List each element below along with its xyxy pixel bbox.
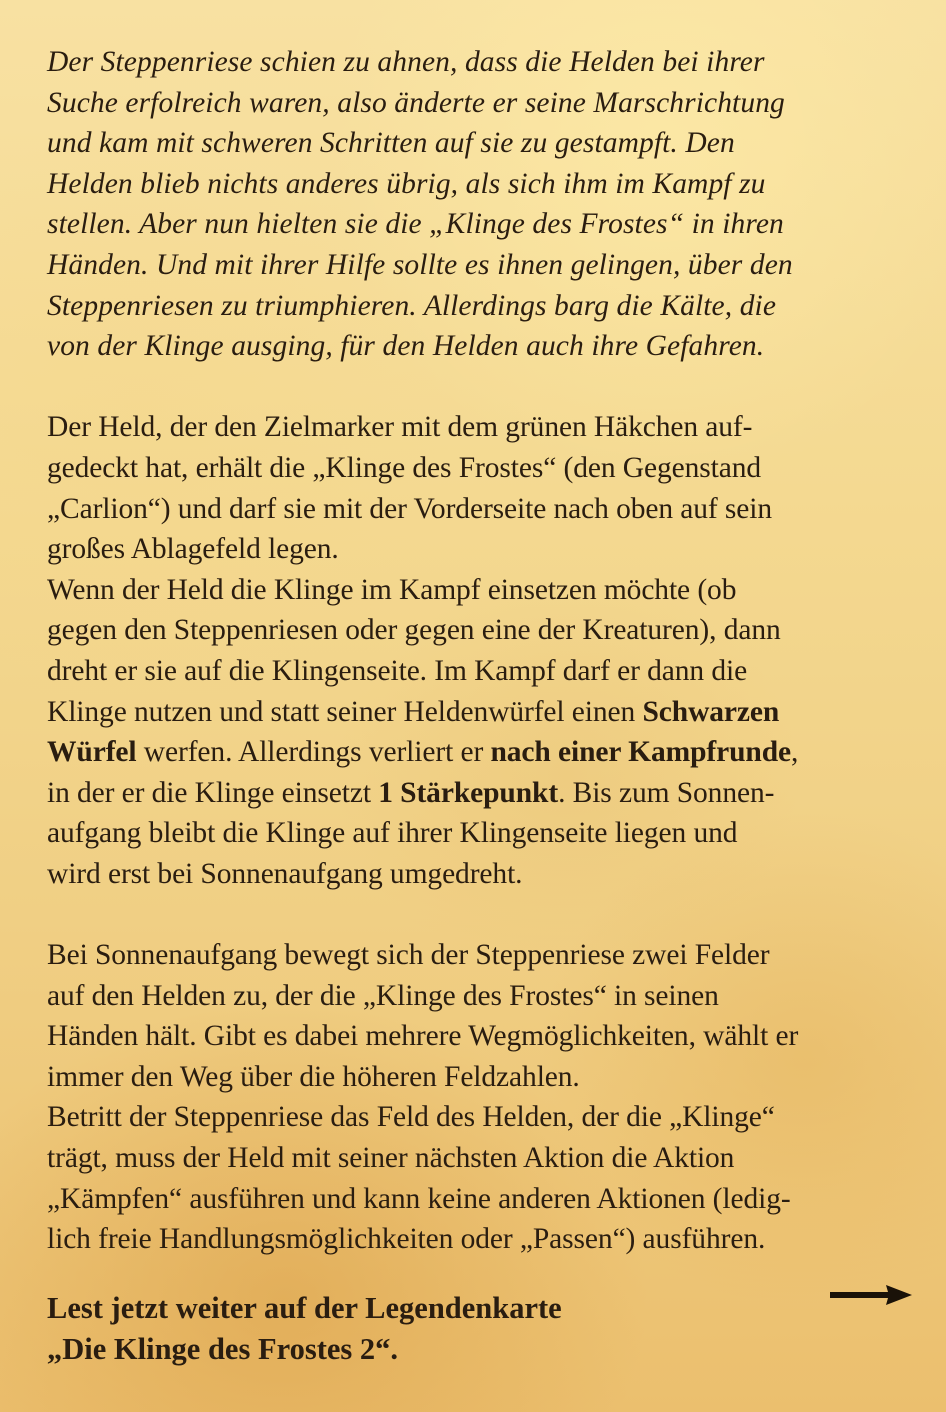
intro-line: stellen. Aber nun hielten sie die „Klinge des Frostes“ in ihren: [47, 208, 784, 241]
rules-line: [47, 732, 917, 773]
black-die-bold: Schwarzen: [642, 695, 780, 728]
right-arrow-icon: [828, 1281, 914, 1309]
intro-line: Helden blieb nichts anderes übrig, als sich ihm im Kampf zu: [47, 167, 766, 200]
cta-line: „Die Klinge des Frostes 2“.: [47, 1332, 399, 1366]
rules-line: Bei Sonnenaufgang bewegt sich der Steppenriese zwei Felder: [47, 939, 770, 972]
blade-rules: [47, 407, 917, 894]
rules-line: gedeckt hat, erhält die „Klinge des Frostes“ (den Gegenstand: [47, 451, 762, 484]
story-intro: [47, 42, 917, 367]
rules-line: [47, 692, 917, 733]
intro-line: Steppenriesen zu triumphieren. Allerdings barg die Kälte, die: [47, 289, 777, 322]
rules-line: aufgang bleibt die Klinge auf ihrer Klingenseite liegen und: [47, 817, 738, 850]
rules-line: dreht er sie auf die Klingenseite. Im Kampf darf er dann die: [47, 654, 748, 687]
rules-line: „Carlion“) und darf sie mit der Vorderseite nach oben auf sein: [47, 492, 773, 525]
rules-text: . Bis zum Sonnen-: [558, 776, 775, 809]
rules-text: in der er die Klinge einsetzt: [47, 776, 379, 809]
rules-line: auf den Helden zu, der die „Klinge des Frostes“ in seinen: [47, 979, 719, 1012]
intro-line: von der Klinge ausging, für den Helden auch ihre Gefahren.: [47, 330, 765, 363]
rules-line: Der Held, der den Zielmarker mit dem grünen Häkchen auf-: [47, 411, 753, 444]
cta-line: Lest jetzt weiter auf der Legendenkarte: [47, 1291, 562, 1325]
intro-line: und kam mit schweren Schritten auf sie zu gestampft. Den: [47, 127, 735, 160]
rules-line: trägt, muss der Held mit seiner nächsten Aktion die Aktion: [47, 1142, 735, 1175]
paragraph-gap: [47, 894, 917, 935]
intro-line: Händen. Und mit ihrer Hilfe sollte es ihnen gelingen, über den: [47, 248, 793, 281]
card-text: [47, 42, 917, 1260]
rules-line: großes Ablagefeld legen.: [47, 533, 339, 566]
rules-line: gegen den Steppenriesen oder gegen eine der Kreaturen), dann: [47, 614, 781, 647]
rules-line: Wenn der Held die Klinge im Kampf einsetzen möchte (ob: [47, 573, 737, 606]
rules-text: Klinge nutzen und statt seiner Heldenwürfel einen: [47, 695, 643, 728]
rules-line: immer den Weg über die höheren Feldzahlen.: [47, 1060, 580, 1093]
intro-line: Der Steppenriese schien zu ahnen, dass die Helden bei ihrer: [47, 46, 765, 78]
combat-round-bold: nach einer Kampfrunde: [490, 736, 792, 769]
continue-instruction: [47, 1288, 807, 1370]
die-bold: Würfel: [47, 736, 137, 769]
rules-text: werfen. Allerdings verliert er: [136, 736, 491, 769]
rules-line: Händen hält. Gibt es dabei mehrere Wegmöglichkeiten, wählt er: [47, 1020, 799, 1053]
rules-line: „Kämpfen“ ausführen und kann keine anderen Aktionen (ledig-: [47, 1182, 791, 1215]
paragraph-gap: [47, 367, 917, 408]
rules-line: lich freie Handlungsmöglichkeiten oder „Passen“) ausführen.: [47, 1223, 766, 1256]
rules-line: Betritt der Steppenriese das Feld des Helden, der die „Klinge“: [47, 1101, 775, 1134]
intro-line: Suche erfolreich waren, also änderte er seine Marschrichtung: [47, 86, 785, 119]
rules-line: [47, 773, 917, 814]
rules-text: ,: [791, 736, 799, 769]
rules-line: wird erst bei Sonnenaufgang umgedreht.: [47, 857, 523, 890]
strength-point-bold: 1 Stärkepunkt: [378, 776, 559, 809]
sunrise-rules: [47, 935, 917, 1260]
